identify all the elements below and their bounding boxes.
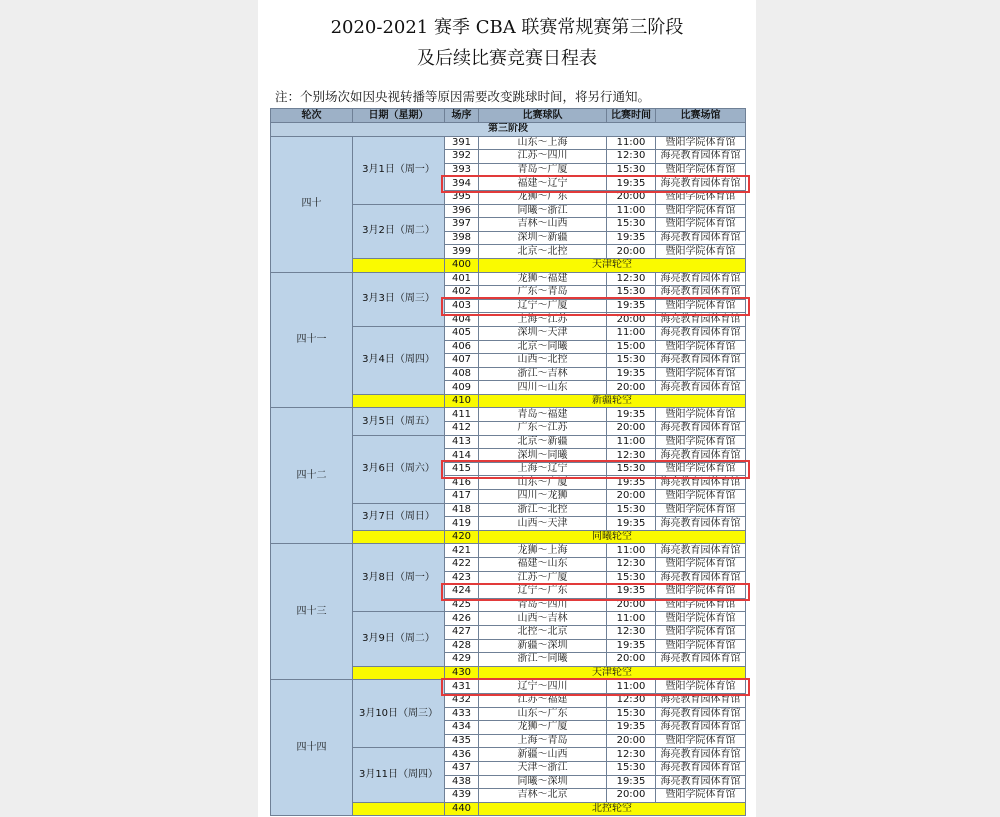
time-cell: 19:35 [607, 517, 656, 531]
bye-text-cell: 北控轮空 [479, 802, 746, 816]
time-cell: 15:30 [607, 503, 656, 517]
teams-cell: 浙江～吉林 [479, 367, 607, 381]
teams-cell: 辽宁～四川 [479, 680, 607, 694]
bye-game-no-cell: 400 [445, 258, 479, 272]
bye-game-no-cell: 440 [445, 802, 479, 816]
time-cell: 12:30 [607, 272, 656, 286]
time-cell: 15:00 [607, 340, 656, 354]
game-no-cell: 435 [445, 734, 479, 748]
date-cell: 3月4日（周四） [353, 326, 445, 394]
teams-cell: 吉林～山西 [479, 218, 607, 232]
game-no-cell: 394 [445, 177, 479, 191]
table-row [271, 408, 746, 422]
venue-cell: 暨阳学院体育馆 [656, 503, 746, 517]
time-cell: 20:00 [607, 313, 656, 327]
game-no-cell: 408 [445, 367, 479, 381]
time-cell: 19:35 [607, 177, 656, 191]
teams-cell: 天津～浙江 [479, 761, 607, 775]
venue-cell: 暨阳学院体育馆 [656, 190, 746, 204]
venue-cell: 暨阳学院体育馆 [656, 299, 746, 313]
venue-cell: 暨阳学院体育馆 [656, 204, 746, 218]
round-cell: 四十一 [271, 272, 353, 408]
schedule-note: 注：个别场次如因央视转播等原因需要改变跳球时间，将另行通知。 [275, 89, 651, 104]
game-no-cell: 413 [445, 435, 479, 449]
round-cell: 四十三 [271, 544, 353, 680]
teams-cell: 同曦～深圳 [479, 775, 607, 789]
teams-cell: 北控～北京 [479, 625, 607, 639]
game-no-cell: 416 [445, 476, 479, 490]
time-cell: 11:00 [607, 544, 656, 558]
time-cell: 12:30 [607, 558, 656, 572]
time-cell: 19:35 [607, 231, 656, 245]
venue-cell: 海亮教育园体育馆 [656, 476, 746, 490]
bye-text-cell: 新疆轮空 [479, 394, 746, 408]
venue-cell: 海亮教育园体育馆 [656, 775, 746, 789]
game-no-cell: 438 [445, 775, 479, 789]
document-title-line1: 2020-2021 赛季 CBA 联赛常规赛第三阶段 [330, 17, 684, 38]
teams-cell: 浙江～北控 [479, 503, 607, 517]
game-no-cell: 429 [445, 653, 479, 667]
teams-cell: 浙江～同曦 [479, 653, 607, 667]
teams-cell: 江苏～四川 [479, 150, 607, 164]
game-no-cell: 401 [445, 272, 479, 286]
teams-cell: 福建～辽宁 [479, 177, 607, 191]
teams-cell: 北京～同曦 [479, 340, 607, 354]
teams-cell: 龙狮～广东 [479, 190, 607, 204]
date-cell: 3月6日（周六） [353, 435, 445, 503]
venue-cell: 海亮教育园体育馆 [656, 422, 746, 436]
venue-cell: 海亮教育园体育馆 [656, 286, 746, 300]
teams-cell: 福建～山东 [479, 558, 607, 572]
game-no-cell: 402 [445, 286, 479, 300]
venue-cell: 暨阳学院体育馆 [656, 490, 746, 504]
venue-cell: 海亮教育园体育馆 [656, 354, 746, 368]
game-no-cell: 412 [445, 422, 479, 436]
venue-cell: 海亮教育园体育馆 [656, 693, 746, 707]
game-no-cell: 417 [445, 490, 479, 504]
header-teams: 比赛球队 [479, 109, 607, 123]
time-cell: 19:35 [607, 721, 656, 735]
teams-cell: 青岛～广厦 [479, 163, 607, 177]
game-no-cell: 406 [445, 340, 479, 354]
date-cell: 3月11日（周四） [353, 748, 445, 802]
teams-cell: 山东～广厦 [479, 476, 607, 490]
time-cell: 20:00 [607, 381, 656, 395]
teams-cell: 龙狮～广厦 [479, 721, 607, 735]
game-no-cell: 431 [445, 680, 479, 694]
venue-cell: 暨阳学院体育馆 [656, 558, 746, 572]
venue-cell: 暨阳学院体育馆 [656, 680, 746, 694]
game-no-cell: 415 [445, 462, 479, 476]
venue-cell: 暨阳学院体育馆 [656, 585, 746, 599]
game-no-cell: 428 [445, 639, 479, 653]
game-no-cell: 436 [445, 748, 479, 762]
game-no-cell: 391 [445, 136, 479, 150]
date-cell: 3月10日（周三） [353, 680, 445, 748]
venue-cell: 海亮教育园体育馆 [656, 231, 746, 245]
time-cell: 15:30 [607, 354, 656, 368]
venue-cell: 海亮教育园体育馆 [656, 748, 746, 762]
teams-cell: 辽宁～广东 [479, 585, 607, 599]
bye-text-cell: 同曦轮空 [479, 530, 746, 544]
time-cell: 19:35 [607, 476, 656, 490]
teams-cell: 上海～辽宁 [479, 462, 607, 476]
teams-cell: 江苏～广厦 [479, 571, 607, 585]
table-row [271, 544, 746, 558]
time-cell: 15:30 [607, 163, 656, 177]
document-page [258, 0, 756, 817]
bye-text-cell: 天津轮空 [479, 258, 746, 272]
time-cell: 20:00 [607, 422, 656, 436]
game-no-cell: 437 [445, 761, 479, 775]
time-cell: 15:30 [607, 286, 656, 300]
header-time: 比赛时间 [607, 109, 656, 123]
time-cell: 20:00 [607, 653, 656, 667]
game-no-cell: 426 [445, 612, 479, 626]
venue-cell: 暨阳学院体育馆 [656, 340, 746, 354]
venue-cell: 海亮教育园体育馆 [656, 707, 746, 721]
round-cell: 四十二 [271, 408, 353, 544]
venue-cell: 暨阳学院体育馆 [656, 367, 746, 381]
highlight-box [441, 175, 750, 194]
teams-cell: 龙狮～福建 [479, 272, 607, 286]
venue-cell: 暨阳学院体育馆 [656, 612, 746, 626]
venue-cell: 海亮教育园体育馆 [656, 326, 746, 340]
teams-cell: 山东～广东 [479, 707, 607, 721]
time-cell: 12:30 [607, 150, 656, 164]
venue-cell: 暨阳学院体育馆 [656, 435, 746, 449]
teams-cell: 辽宁～广厦 [479, 299, 607, 313]
game-no-cell: 397 [445, 218, 479, 232]
game-no-cell: 392 [445, 150, 479, 164]
venue-cell: 暨阳学院体育馆 [656, 462, 746, 476]
header-date: 日期（星期） [353, 109, 445, 123]
time-cell: 19:35 [607, 775, 656, 789]
round-cell: 四十 [271, 136, 353, 272]
time-cell: 12:30 [607, 693, 656, 707]
teams-cell: 青岛～四川 [479, 598, 607, 612]
venue-cell: 海亮教育园体育馆 [656, 571, 746, 585]
venue-cell: 海亮教育园体育馆 [656, 653, 746, 667]
teams-cell: 山西～天津 [479, 517, 607, 531]
venue-cell: 海亮教育园体育馆 [656, 517, 746, 531]
header-row [271, 109, 746, 123]
teams-cell: 山西～吉林 [479, 612, 607, 626]
game-no-cell: 407 [445, 354, 479, 368]
teams-cell: 深圳～新疆 [479, 231, 607, 245]
teams-cell: 上海～青岛 [479, 734, 607, 748]
time-cell: 11:00 [607, 612, 656, 626]
round-cell: 四十四 [271, 680, 353, 816]
time-cell: 20:00 [607, 490, 656, 504]
game-no-cell: 396 [445, 204, 479, 218]
game-no-cell: 395 [445, 190, 479, 204]
highlight-box [441, 583, 750, 602]
table-row [271, 136, 746, 150]
teams-cell: 山东～上海 [479, 136, 607, 150]
game-no-cell: 414 [445, 449, 479, 463]
teams-cell: 广东～江苏 [479, 422, 607, 436]
venue-cell: 暨阳学院体育馆 [656, 789, 746, 803]
highlight-box [441, 678, 750, 697]
venue-cell: 海亮教育园体育馆 [656, 544, 746, 558]
bye-game-no-cell: 430 [445, 666, 479, 680]
header-round: 轮次 [271, 109, 353, 123]
game-no-cell: 419 [445, 517, 479, 531]
time-cell: 15:30 [607, 462, 656, 476]
game-no-cell: 422 [445, 558, 479, 572]
teams-cell: 吉林～北京 [479, 789, 607, 803]
venue-cell: 暨阳学院体育馆 [656, 625, 746, 639]
teams-cell: 新疆～深圳 [479, 639, 607, 653]
teams-cell: 山西～北控 [479, 354, 607, 368]
game-no-cell: 432 [445, 693, 479, 707]
teams-cell: 北京～北控 [479, 245, 607, 259]
header-venue: 比赛场馆 [656, 109, 746, 123]
teams-cell: 青岛～福建 [479, 408, 607, 422]
time-cell: 15:30 [607, 761, 656, 775]
date-cell: 3月9日（周二） [353, 612, 445, 666]
time-cell: 20:00 [607, 789, 656, 803]
bye-game-no-cell: 420 [445, 530, 479, 544]
time-cell: 11:00 [607, 136, 656, 150]
time-cell: 12:30 [607, 748, 656, 762]
bye-date-cell [353, 666, 445, 680]
game-no-cell: 398 [445, 231, 479, 245]
teams-cell: 新疆～山西 [479, 748, 607, 762]
game-no-cell: 425 [445, 598, 479, 612]
venue-cell: 海亮教育园体育馆 [656, 721, 746, 735]
document-title-line2: 及后续比赛竞赛日程表 [417, 48, 597, 69]
game-no-cell: 439 [445, 789, 479, 803]
bye-game-no-cell: 410 [445, 394, 479, 408]
venue-cell: 暨阳学院体育馆 [656, 218, 746, 232]
teams-cell: 深圳～同曦 [479, 449, 607, 463]
time-cell: 15:30 [607, 218, 656, 232]
bye-date-cell [353, 530, 445, 544]
venue-cell: 海亮教育园体育馆 [656, 150, 746, 164]
game-no-cell: 409 [445, 381, 479, 395]
venue-cell: 暨阳学院体育馆 [656, 163, 746, 177]
time-cell: 19:35 [607, 299, 656, 313]
time-cell: 20:00 [607, 598, 656, 612]
game-no-cell: 405 [445, 326, 479, 340]
date-cell: 3月3日（周三） [353, 272, 445, 326]
game-no-cell: 411 [445, 408, 479, 422]
teams-cell: 江苏～福建 [479, 693, 607, 707]
table-row [271, 272, 746, 286]
teams-cell: 上海～江苏 [479, 313, 607, 327]
venue-cell: 海亮教育园体育馆 [656, 177, 746, 191]
venue-cell: 海亮教育园体育馆 [656, 761, 746, 775]
teams-cell: 深圳～天津 [479, 326, 607, 340]
game-no-cell: 434 [445, 721, 479, 735]
time-cell: 20:00 [607, 245, 656, 259]
game-no-cell: 393 [445, 163, 479, 177]
game-no-cell: 423 [445, 571, 479, 585]
stage-label: 第三阶段 [271, 123, 746, 137]
time-cell: 19:35 [607, 367, 656, 381]
time-cell: 11:00 [607, 204, 656, 218]
teams-cell: 龙狮～上海 [479, 544, 607, 558]
header-game-no: 场序 [445, 109, 479, 123]
teams-cell: 同曦～浙江 [479, 204, 607, 218]
stage-row [271, 123, 746, 137]
teams-cell: 四川～山东 [479, 381, 607, 395]
venue-cell: 暨阳学院体育馆 [656, 598, 746, 612]
venue-cell: 暨阳学院体育馆 [656, 639, 746, 653]
game-no-cell: 427 [445, 625, 479, 639]
venue-cell: 海亮教育园体育馆 [656, 449, 746, 463]
bye-date-cell [353, 802, 445, 816]
date-cell: 3月2日（周二） [353, 204, 445, 258]
time-cell: 12:30 [607, 449, 656, 463]
teams-cell: 广东～青岛 [479, 286, 607, 300]
time-cell: 15:30 [607, 707, 656, 721]
venue-cell: 海亮教育园体育馆 [656, 272, 746, 286]
date-cell: 3月5日（周五） [353, 408, 445, 435]
time-cell: 11:00 [607, 680, 656, 694]
time-cell: 20:00 [607, 190, 656, 204]
highlight-box [441, 297, 750, 316]
teams-cell: 四川～龙狮 [479, 490, 607, 504]
time-cell: 19:35 [607, 585, 656, 599]
time-cell: 19:35 [607, 639, 656, 653]
game-no-cell: 403 [445, 299, 479, 313]
game-no-cell: 399 [445, 245, 479, 259]
time-cell: 19:35 [607, 408, 656, 422]
venue-cell: 暨阳学院体育馆 [656, 408, 746, 422]
date-cell: 3月7日（周日） [353, 503, 445, 530]
date-cell: 3月8日（周一） [353, 544, 445, 612]
game-no-cell: 421 [445, 544, 479, 558]
time-cell: 12:30 [607, 625, 656, 639]
date-cell: 3月1日（周一） [353, 136, 445, 204]
venue-cell: 海亮教育园体育馆 [656, 313, 746, 327]
venue-cell: 暨阳学院体育馆 [656, 734, 746, 748]
game-no-cell: 404 [445, 313, 479, 327]
venue-cell: 暨阳学院体育馆 [656, 245, 746, 259]
time-cell: 11:00 [607, 435, 656, 449]
time-cell: 11:00 [607, 326, 656, 340]
game-no-cell: 433 [445, 707, 479, 721]
bye-date-cell [353, 394, 445, 408]
highlight-box [441, 460, 750, 479]
game-no-cell: 418 [445, 503, 479, 517]
game-no-cell: 424 [445, 585, 479, 599]
bye-date-cell [353, 258, 445, 272]
time-cell: 15:30 [607, 571, 656, 585]
venue-cell: 暨阳学院体育馆 [656, 136, 746, 150]
bye-text-cell: 天津轮空 [479, 666, 746, 680]
venue-cell: 海亮教育园体育馆 [656, 381, 746, 395]
time-cell: 20:00 [607, 734, 656, 748]
teams-cell: 北京～新疆 [479, 435, 607, 449]
